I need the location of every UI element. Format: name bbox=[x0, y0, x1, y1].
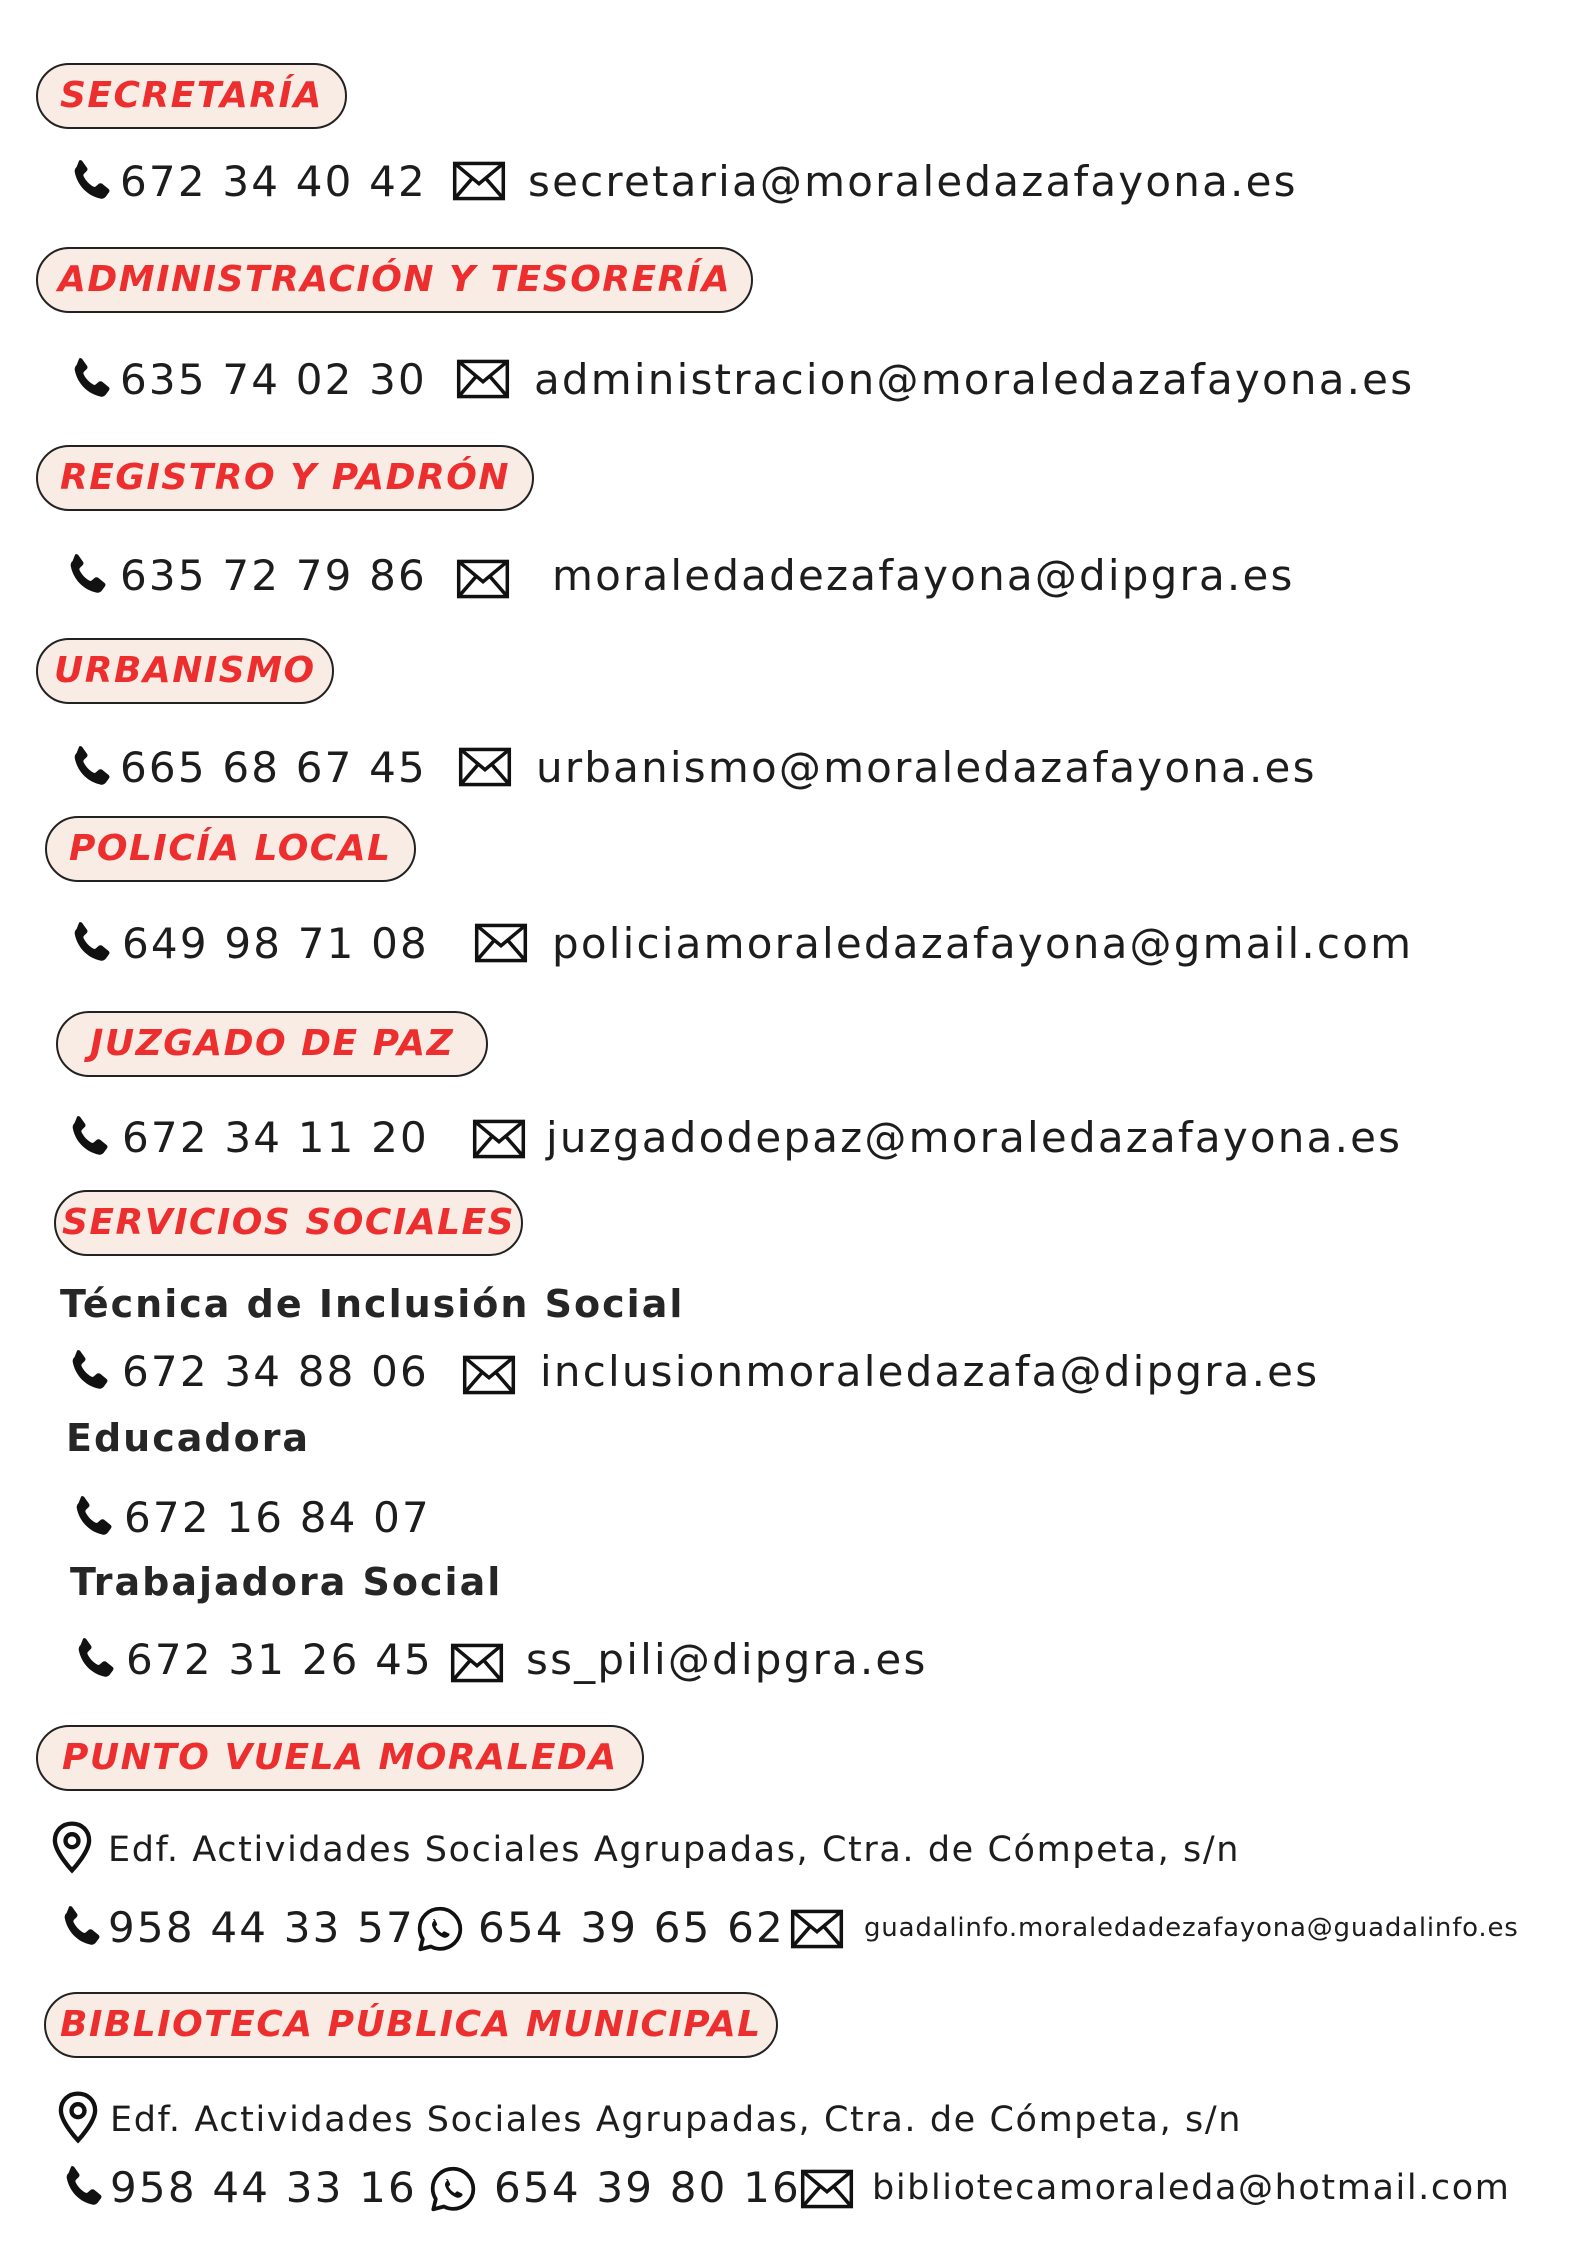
section-title-policia: POLICÍA LOCAL bbox=[45, 816, 416, 882]
phone-icon bbox=[66, 914, 114, 970]
phone-number[interactable]: 672 34 40 42 bbox=[120, 157, 427, 206]
contact-row-punto-vuela bbox=[0, 1898, 1587, 1958]
contact-row-trabajadora bbox=[0, 1630, 1587, 1690]
contact-row-registro bbox=[0, 546, 1587, 606]
whatsapp-number[interactable]: 654 39 80 16 bbox=[494, 2163, 801, 2212]
phone-icon bbox=[58, 2158, 106, 2214]
email-address[interactable]: moraledadezafayona@dipgra.es bbox=[552, 551, 1295, 600]
location-pin-icon bbox=[50, 1820, 94, 1874]
phone-number[interactable]: 958 44 33 16 bbox=[110, 2163, 417, 2212]
phone-number[interactable]: 649 98 71 08 bbox=[122, 919, 429, 968]
section-title-servicios: SERVICIOS SOCIALES bbox=[54, 1190, 523, 1256]
phone-icon bbox=[66, 152, 114, 208]
address: Edf. Actividades Sociales Agrupadas, Ctra. de Cómpeta, s/n bbox=[110, 2100, 1243, 2140]
phone-icon bbox=[62, 546, 110, 602]
mail-icon bbox=[456, 358, 510, 400]
mail-icon bbox=[458, 746, 512, 788]
address-row-biblioteca bbox=[0, 2090, 1587, 2150]
section-title-punto-vuela: PUNTO VUELA MORALEDA bbox=[36, 1725, 644, 1791]
mail-icon bbox=[452, 160, 506, 202]
section-title-secretaria: SECRETARÍA bbox=[36, 63, 347, 129]
whatsapp-number[interactable]: 654 39 65 62 bbox=[478, 1903, 785, 1952]
contact-row-secretaria bbox=[0, 152, 1587, 212]
section-title-juzgado: JUZGADO DE PAZ bbox=[56, 1011, 488, 1077]
phone-icon bbox=[56, 1898, 104, 1954]
phone-number[interactable]: 672 16 84 07 bbox=[124, 1493, 431, 1542]
location-pin-icon bbox=[56, 2090, 100, 2144]
phone-number[interactable]: 635 72 79 86 bbox=[120, 551, 427, 600]
phone-number[interactable]: 958 44 33 57 bbox=[108, 1903, 415, 1952]
contact-row-administracion bbox=[0, 350, 1587, 410]
phone-number[interactable]: 672 34 88 06 bbox=[122, 1347, 429, 1396]
email-address[interactable]: bibliotecamoraleda@hotmail.com bbox=[872, 2168, 1511, 2208]
mail-icon bbox=[472, 1118, 526, 1160]
email-address[interactable]: secretaria@moraledazafayona.es bbox=[528, 157, 1298, 206]
section-title-biblioteca: BIBLIOTECA PÚBLICA MUNICIPAL bbox=[44, 1992, 778, 2058]
phone-number[interactable]: 665 68 67 45 bbox=[120, 743, 427, 792]
email-address[interactable]: urbanismo@moraledazafayona.es bbox=[536, 743, 1317, 792]
phone-icon bbox=[68, 1488, 116, 1544]
mail-icon bbox=[474, 922, 528, 964]
mail-icon bbox=[456, 558, 510, 600]
contact-row-policia bbox=[0, 914, 1587, 974]
phone-number[interactable]: 635 74 02 30 bbox=[120, 355, 427, 404]
mail-icon bbox=[450, 1642, 504, 1684]
mail-icon bbox=[462, 1354, 516, 1396]
section-title-administracion: ADMINISTRACIÓN Y TESORERÍA bbox=[36, 247, 753, 313]
section-title-urbanismo: URBANISMO bbox=[36, 638, 334, 704]
role-trabajadora-social: Trabajadora Social bbox=[70, 1560, 503, 1604]
email-address[interactable]: policiamoraledazafayona@gmail.com bbox=[552, 919, 1414, 968]
phone-number[interactable]: 672 31 26 45 bbox=[126, 1635, 433, 1684]
phone-icon bbox=[70, 1630, 118, 1686]
email-address[interactable]: guadalinfo.moraledadezafayona@guadalinfo.es bbox=[864, 1913, 1519, 1943]
mail-icon bbox=[800, 2168, 854, 2210]
address-row-punto-vuela bbox=[0, 1820, 1587, 1880]
email-address[interactable]: ss_pili@dipgra.es bbox=[526, 1635, 928, 1684]
email-address[interactable]: inclusionmoraledazafa@dipgra.es bbox=[540, 1347, 1320, 1396]
mail-icon bbox=[790, 1908, 844, 1950]
section-title-registro: REGISTRO Y PADRÓN bbox=[36, 445, 534, 511]
contact-row-educadora bbox=[0, 1488, 1587, 1548]
role-educadora: Educadora bbox=[66, 1416, 311, 1460]
phone-icon bbox=[66, 738, 114, 794]
phone-number[interactable]: 672 34 11 20 bbox=[122, 1113, 429, 1162]
contact-row-tecnica bbox=[0, 1342, 1587, 1402]
email-address[interactable]: juzgadodepaz@moraledazafayona.es bbox=[546, 1113, 1403, 1162]
email-address[interactable]: administracion@moraledazafayona.es bbox=[534, 355, 1415, 404]
address: Edf. Actividades Sociales Agrupadas, Ctra. de Cómpeta, s/n bbox=[108, 1830, 1241, 1870]
phone-icon bbox=[66, 350, 114, 406]
phone-icon bbox=[64, 1108, 112, 1164]
contact-row-biblioteca bbox=[0, 2158, 1587, 2218]
role-tecnica-inclusion: Técnica de Inclusión Social bbox=[60, 1282, 685, 1326]
whatsapp-icon bbox=[428, 2164, 478, 2214]
contact-row-juzgado bbox=[0, 1108, 1587, 1168]
whatsapp-icon bbox=[415, 1904, 465, 1954]
phone-icon bbox=[64, 1342, 112, 1398]
contact-row-urbanismo bbox=[0, 738, 1587, 798]
